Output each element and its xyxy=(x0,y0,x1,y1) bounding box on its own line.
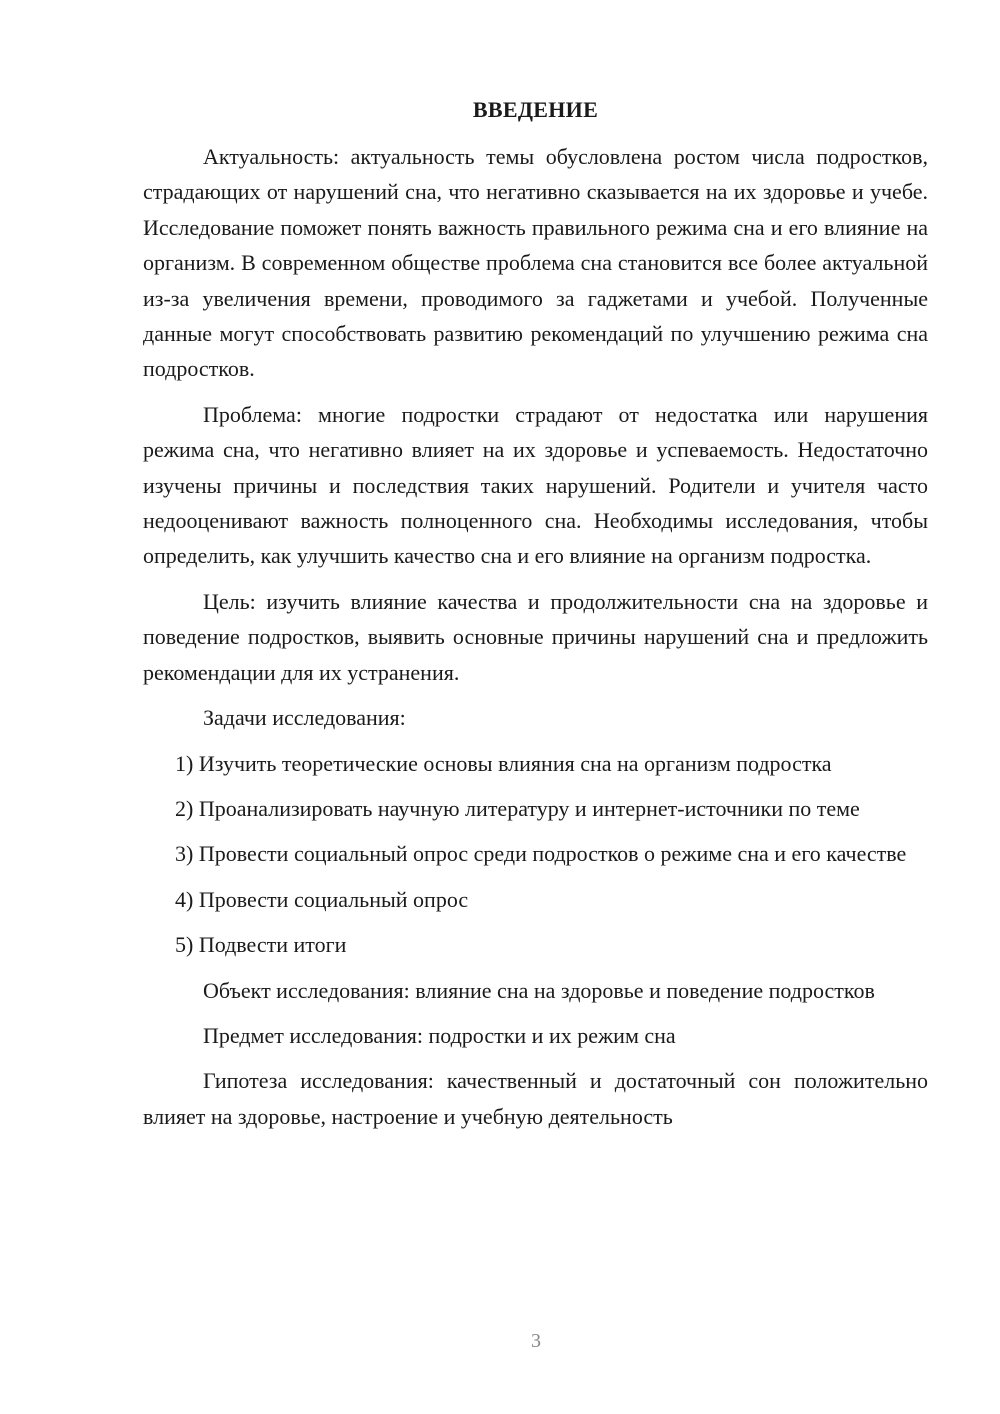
object-paragraph: Объект исследования: влияние сна на здоровье и поведение подростков xyxy=(203,977,875,1003)
subject-paragraph: Предмет исследования: подростки и их режим сна xyxy=(203,1022,676,1048)
task-item: 5) Подвести итоги xyxy=(175,932,347,958)
document-page xyxy=(143,92,928,1144)
task-item: 4) Провести социальный опрос xyxy=(175,886,469,912)
hypothesis-paragraph: Гипотеза исследования: качественный и достаточный сон положительно влияет на здоровье, настроение и учебную деятельность xyxy=(143,1068,928,1129)
task-item: 2) Проанализировать научную литературу и интернет-источники по теме xyxy=(175,795,860,821)
goal-paragraph: Цель: изучить влияние качества и продолжительности сна на здоровье и поведение подростков, выявить основные причины нарушений сна и предложить рекомендации для их устранения. xyxy=(143,588,928,685)
task-item: 3) Провести социальный опрос среди подростков о режиме сна и его качестве xyxy=(175,841,907,867)
task-item: 1) Изучить теоретические основы влияния сна на организм подростка xyxy=(175,750,832,776)
page-number: 3 xyxy=(531,1330,541,1352)
section-title: ВВЕДЕНИЕ xyxy=(472,97,599,122)
tasks-heading: Задачи исследования: xyxy=(203,705,406,731)
problem-paragraph: Проблема: многие подростки страдают от недостатка или нарушения режима сна, что негативно влияет на их здоровье и успеваемость. Недостаточно изучены причины и последствия таких нарушений. Родители и учителя часто недооценивают важность полноценного сна. Необходимы исследования, чтобы определить, как улучшить качество сна и его влияние на организм подростка. xyxy=(143,401,928,569)
relevance-paragraph: Актуальность: актуальность темы обусловлена ростом числа подростков, страдающих от нарушений сна, что негативно сказывается на их здоровье и учебе. Исследование поможет понять важность правильного режима сна и его влияние на организм. В современном обществе проблема сна становится все более актуальной из-за увеличения времени, проводимого за гаджетами и учебой. Полученные данные могут способствовать развитию рекомендаций по улучшению режима сна подростков. xyxy=(143,144,928,382)
